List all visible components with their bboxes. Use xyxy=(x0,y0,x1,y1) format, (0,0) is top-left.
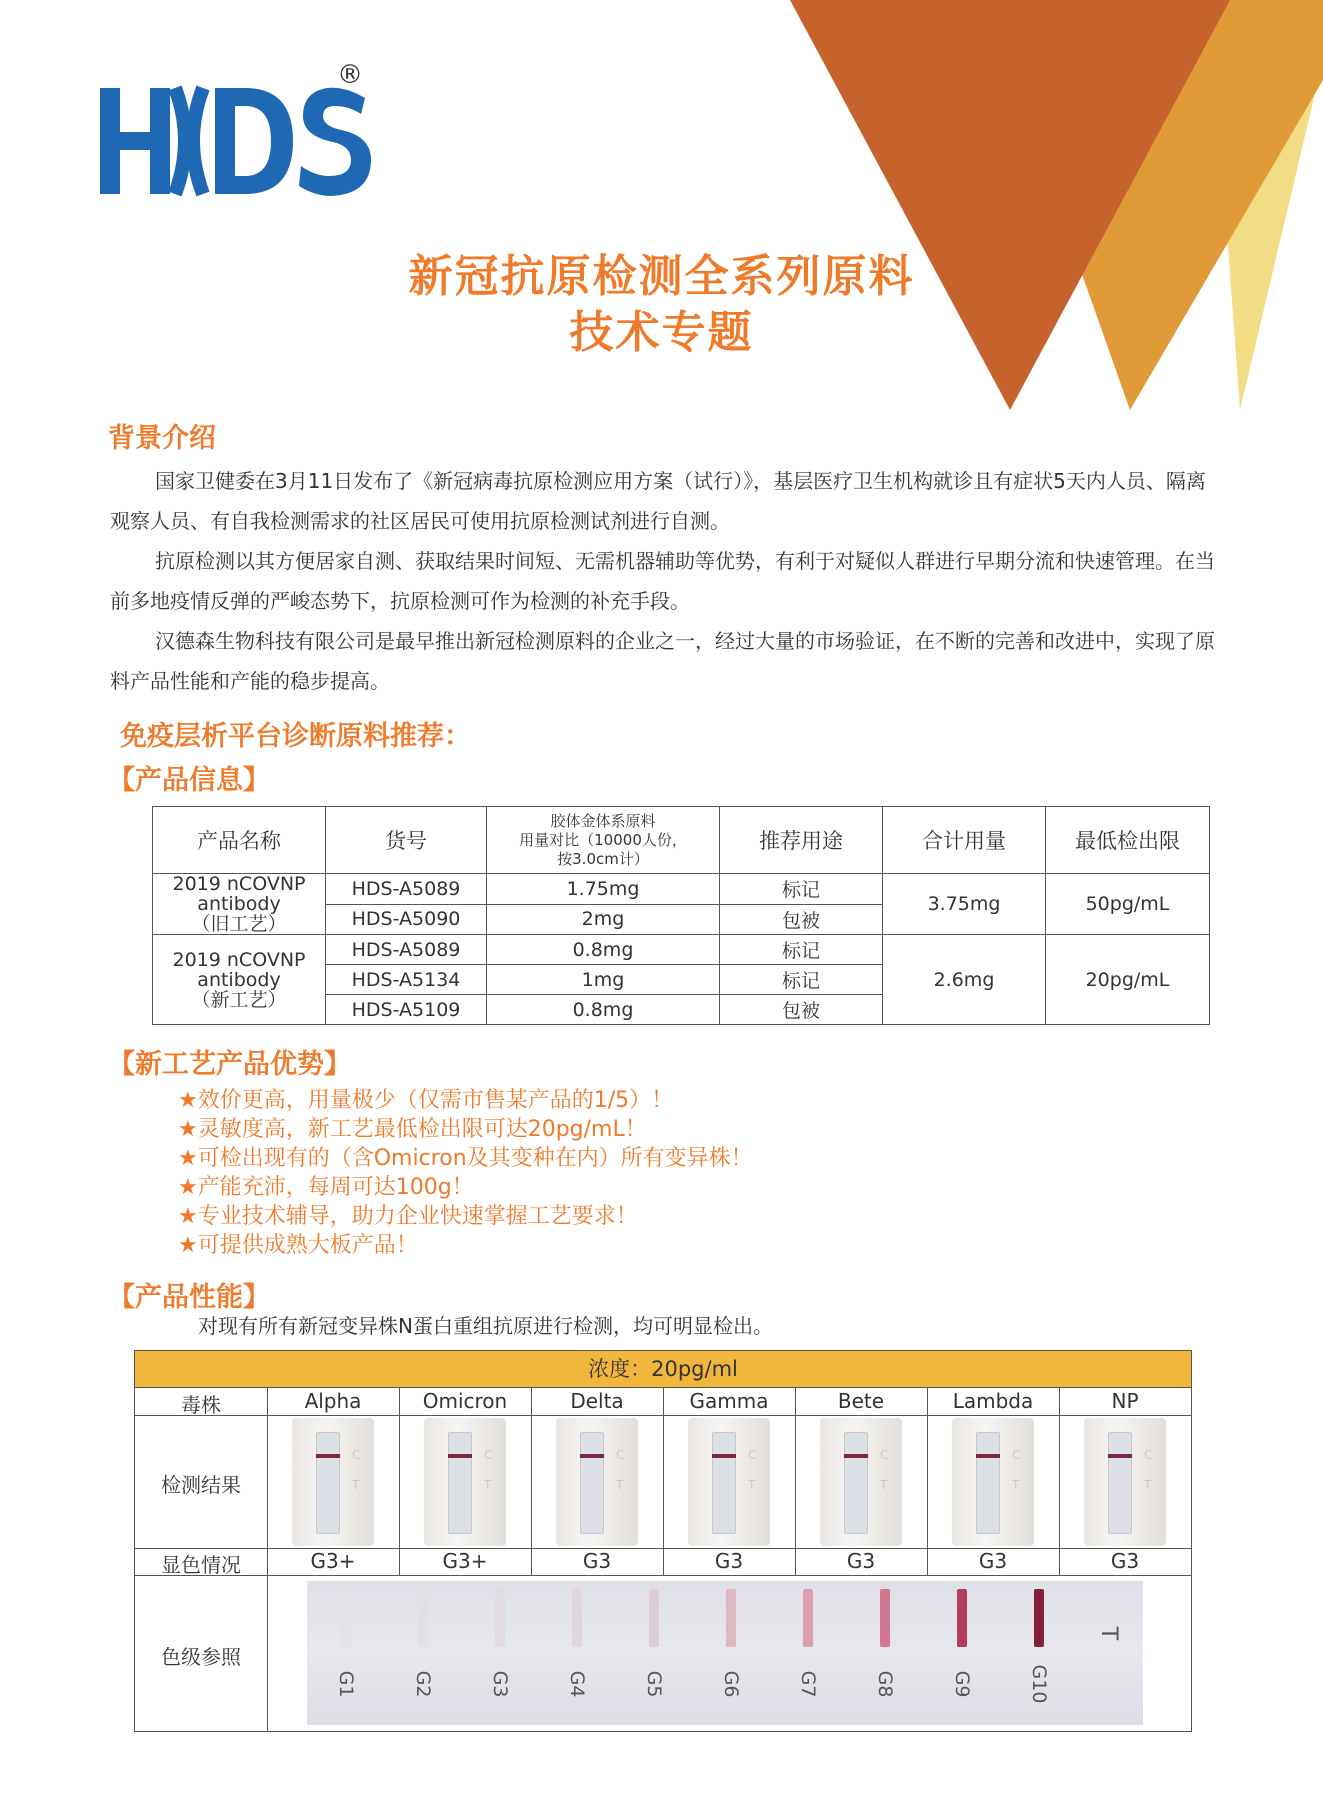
product-name-line: antibody xyxy=(197,968,281,991)
page-title-line1: 新冠抗原检测全系列原料 xyxy=(408,251,915,302)
amount-cell: 1.75mg xyxy=(487,874,720,905)
strain-name: Bete xyxy=(837,1389,885,1413)
test-strip-image: C T xyxy=(424,1418,506,1546)
total-cell: 3.75mg xyxy=(883,874,1046,935)
ref-level-label: G10 xyxy=(1028,1664,1050,1704)
col-divider xyxy=(531,1387,532,1575)
use-cell: 标记 xyxy=(720,935,883,965)
use-cell: 标记 xyxy=(720,874,883,905)
registered-mark: ® xyxy=(337,60,363,90)
ref-bar xyxy=(880,1589,890,1647)
row-divider xyxy=(135,1575,1191,1576)
header-product-name: 产品名称 xyxy=(153,807,326,874)
advantage-item-3: ★可检出现有的（含Omicron及其变种在内）所有变异株！ xyxy=(178,1146,753,1171)
use-cell: 包被 xyxy=(720,995,883,1025)
product-table xyxy=(152,806,1210,1025)
background-heading: 背景介绍 xyxy=(108,423,216,454)
color-grade: G3+ xyxy=(310,1549,356,1573)
use-cell: 标记 xyxy=(720,965,883,995)
header-use: 推荐用途 xyxy=(720,807,883,874)
strain-name: Lambda xyxy=(952,1389,1034,1413)
product-info-heading: 【产品信息】 xyxy=(108,765,270,796)
limit-cell: 20pg/mL xyxy=(1046,935,1210,1025)
product-name-line: 2019 nCOVNP xyxy=(172,948,306,971)
product-table-header xyxy=(153,807,1210,874)
performance-description: 对现有所有新冠变异株N蛋白重组抗原进行检测，均可明显检出。 xyxy=(198,1314,773,1338)
ref-bar xyxy=(572,1589,582,1647)
strain-name: Omicron xyxy=(422,1389,508,1413)
product-name-line: （新工艺） xyxy=(191,988,287,1011)
advantage-item-5: ★专业技术辅导，助力企业快速掌握工艺要求！ xyxy=(178,1204,638,1229)
color-grade: G3 xyxy=(978,1549,1008,1573)
ref-level-label: G6 xyxy=(720,1670,742,1698)
product-name-line: （旧工艺） xyxy=(191,913,287,935)
strain-name: Delta xyxy=(570,1389,624,1413)
color-grade: G3+ xyxy=(442,1549,488,1573)
background-paragraph-1: 国家卫健委在3月11日发布了《新冠病毒抗原检测应用方案（试行）》，基层医疗卫生机构就诊且有症状5天内人员、隔离观察人员、有自我检测需求的社区居民可使用抗原检测试剂进行自测。 xyxy=(110,469,1206,533)
amount-cell: 2mg xyxy=(487,904,720,935)
row-label-reference: 色级参照 xyxy=(161,1645,241,1669)
col-divider xyxy=(927,1387,928,1575)
color-grade: G3 xyxy=(846,1549,876,1573)
ref-level-label: G5 xyxy=(643,1670,665,1698)
concentration-band: 浓度：20pg/ml xyxy=(135,1351,1191,1388)
test-strip-image: C T xyxy=(952,1418,1034,1546)
code-cell: HDS-A5089 xyxy=(326,935,487,965)
header-amount: 胶体金体系原料 用量对比（10000人份， 按3.0cm计） xyxy=(487,807,720,874)
total-cell: 2.6mg xyxy=(883,935,1046,1025)
amount-cell: 0.8mg xyxy=(487,935,720,965)
ref-bar xyxy=(341,1589,351,1647)
advantage-item-1: ★效价更高，用量极少（仅需市售某产品的1/5）！ xyxy=(178,1088,674,1113)
recommend-heading: 免疫层析平台诊断原料推荐： xyxy=(120,721,471,752)
ref-bar xyxy=(418,1589,428,1647)
ref-level-label: G4 xyxy=(566,1670,588,1698)
strain-name: Gamma xyxy=(689,1389,769,1413)
product-name-line: antibody xyxy=(197,893,281,915)
performance-table xyxy=(134,1350,1192,1732)
ref-bar xyxy=(495,1589,505,1647)
strain-name: Alpha xyxy=(304,1389,362,1413)
code-cell: HDS-A5134 xyxy=(326,965,487,995)
code-cell: HDS-A5089 xyxy=(326,874,487,905)
col-divider xyxy=(1059,1387,1060,1575)
table-row xyxy=(153,874,1210,905)
ref-bar xyxy=(726,1589,736,1647)
color-grade: G3 xyxy=(582,1549,612,1573)
ref-bar xyxy=(1034,1589,1044,1647)
advantage-item-4: ★产能充沛，每周可达100g！ xyxy=(178,1175,474,1200)
color-grade: G3 xyxy=(1110,1549,1140,1573)
ref-level-label: G9 xyxy=(951,1670,973,1698)
use-cell: 包被 xyxy=(720,904,883,935)
hds-logo xyxy=(95,60,375,200)
ref-bar xyxy=(803,1589,813,1647)
background-paragraph-3: 汉德森生物科技有限公司是最早推出新冠检测原料的企业之一，经过大量的市场验证，在不断的完善和改进中，实现了原料产品性能和产能的稳步提高。 xyxy=(110,629,1215,693)
ref-t-label: T xyxy=(1096,1626,1122,1641)
performance-heading: 【产品性能】 xyxy=(108,1282,270,1313)
amount-cell: 0.8mg xyxy=(487,995,720,1025)
color-grade: G3 xyxy=(714,1549,744,1573)
ref-level-label: G2 xyxy=(412,1670,434,1698)
test-strip-image: C T xyxy=(1084,1418,1166,1546)
test-strip-image: C T xyxy=(556,1418,638,1546)
color-reference-image xyxy=(307,1581,1143,1725)
advantages-heading: 【新工艺产品优势】 xyxy=(108,1049,351,1080)
header-limit: 最低检出限 xyxy=(1046,807,1210,874)
col-divider xyxy=(663,1387,664,1575)
header-total: 合计用量 xyxy=(883,807,1046,874)
code-cell: HDS-A5109 xyxy=(326,995,487,1025)
product-name-old xyxy=(153,874,326,935)
ref-level-label: G1 xyxy=(335,1670,357,1698)
row-label-strain: 毒株 xyxy=(181,1393,221,1417)
limit-cell: 50pg/mL xyxy=(1046,874,1210,935)
code-cell: HDS-A5090 xyxy=(326,904,487,935)
ref-bar xyxy=(957,1589,967,1647)
header-code: 货号 xyxy=(326,807,487,874)
col-divider xyxy=(399,1387,400,1575)
ref-bar xyxy=(649,1589,659,1647)
ref-level-label: G7 xyxy=(797,1670,819,1698)
test-strip-image: C T xyxy=(292,1418,374,1546)
product-name-new xyxy=(153,935,326,1025)
strain-name: NP xyxy=(1111,1389,1139,1413)
row-label-result: 检测结果 xyxy=(161,1473,241,1497)
table-row xyxy=(153,935,1210,965)
product-name-line: 2019 nCOVNP xyxy=(172,873,306,895)
hds-logo-graphic xyxy=(95,60,375,200)
amount-cell: 1mg xyxy=(487,965,720,995)
page-title-line2: 技术专题 xyxy=(569,307,754,358)
test-strip-image: C T xyxy=(688,1418,770,1546)
test-strip-image: C T xyxy=(820,1418,902,1546)
ref-level-label: G8 xyxy=(874,1670,896,1698)
advantage-item-6: ★可提供成熟大板产品！ xyxy=(178,1233,418,1258)
col-divider xyxy=(795,1387,796,1575)
advantage-item-2: ★灵敏度高，新工艺最低检出限可达20pg/mL！ xyxy=(178,1117,647,1142)
ref-level-label: G3 xyxy=(489,1670,511,1698)
background-paragraph-2: 抗原检测以其方便居家自测、获取结果时间短、无需机器辅助等优势，有利于对疑似人群进行早期分流和快速管理。在当前多地疫情反弹的严峻态势下，抗原检测可作为检测的补充手段。 xyxy=(110,549,1215,613)
row-label-color: 显色情况 xyxy=(161,1553,241,1577)
